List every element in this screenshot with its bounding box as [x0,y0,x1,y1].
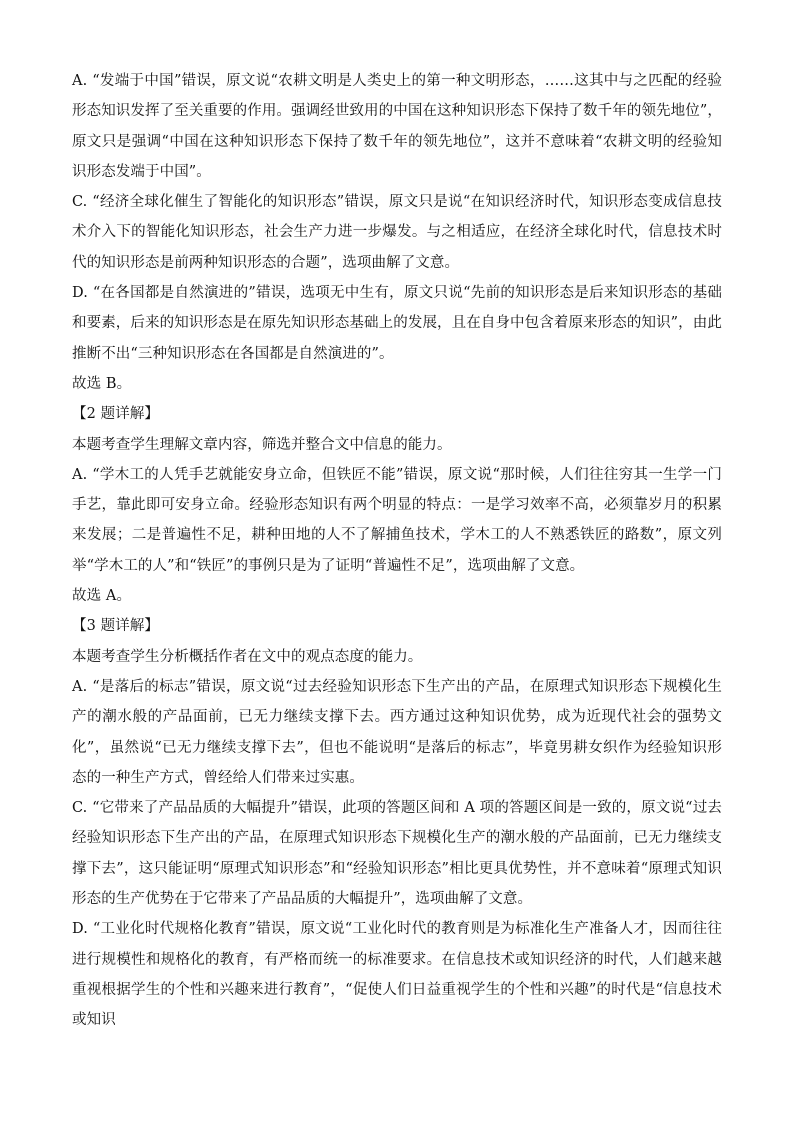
question-intro: 本题考查学生理解文章内容，筛选并整合文中信息的能力。 [72,436,452,453]
answer-c-paragraph: C. “经济全球化催生了智能化的知识形态”错误，原文只是说“在知识经济时代，知识形态变成信息技术介入下的智能化知识形态，社会生产力进一步爆发。与之相适应，在经济全球化时代，信息技术时代的知识形态是前两种知识形态的合题”，选项曲解了文意。 [72,194,722,271]
conclusion-line: 故选 B。 [72,375,132,392]
answer-a-paragraph: A. “学木工的人凭手艺就能安身立命，但铁匠不能”错误，原文说“那时候，人们往往穷其一生学一门手艺，靠此即可安身立命。经验形态知识有两个明显的特点：一是学习效率不高，必须靠岁月的积累来发展；二是普遍性不足，耕种田地的人不了解捕鱼技术，学木工的人不熟悉铁匠的路数”，原文列举“学木工的人”和“铁匠”的事例只是为了证明“普遍性不足”，选项曲解了文意。 [72,466,722,574]
answer-d-paragraph: D. “工业化时代规格化教育”错误，原文说“工业化时代的教育则是为标准化生产准备人才，因而往往进行规模性和规格化的教育，有严格而统一的标准要求。在信息技术或知识经济的时代，人们越来越重视根据学生的个性和兴趣来进行教育”，“促使人们日益重视学生的个性和兴趣”的时代是“信息技术或知识 [72,921,722,1029]
answer-c-paragraph: C. “它带来了产品品质的大幅提升”错误，此项的答题区间和 A 项的答题区间是一致的，原文说“过去经验知识形态下生产出的产品，在原理式知识形态下规模化生产的潮水般的产品面前，已无力继续支撑下去”，这只能证明“原理式知识形态”和“经验知识形态”相比更具优势性，并不意味着“原理式知识形态的生产优势在于它带来了产品品质的大幅提升”，选项曲解了文意。 [72,800,722,908]
answer-a-paragraph: A. “是落后的标志”错误，原文说“过去经验知识形态下生产出的产品，在原理式知识形态下规模化生产的潮水般的产品面前，已无力继续支撑下去。西方通过这种知识优势，成为近现代社会的强势文化”，虽然说“已无力继续支撑下去”，但也不能说明“是落后的标志”，毕竟男耕女织作为经验知识形态的一种生产方式，曾经给人们带来过实惠。 [72,678,722,786]
answer-a-paragraph: A. “发端于中国”错误，原文说“农耕文明是人类史上的第一种文明形态，……这其中与之匹配的经验形态知识发挥了至关重要的作用。强调经世致用的中国在这种知识形态下保持了数千年的领先地位”，原文只是强调“中国在这种知识形态下保持了数千年的领先地位”，这并不意味着“农耕文明的经验知识形态发端于中国”。 [72,73,722,180]
section-heading: 【2 题详解】 [72,406,160,423]
section-heading: 【3 题详解】 [72,618,160,635]
document-page [72,66,722,1036]
conclusion-line: 故选 A。 [72,588,132,605]
answer-d-paragraph: D. “在各国都是自然演进的”错误，选项无中生有，原文只说“先前的知识形态是后来知识形态的基础和要素，后来的知识形态是在原先知识形态基础上的发展，且在自身中包含着原来形态的知识”，由此推断不出“三种知识形态在各国都是自然演进的”。 [72,285,722,362]
question-intro: 本题考查学生分析概括作者在文中的观点态度的能力。 [72,648,423,665]
